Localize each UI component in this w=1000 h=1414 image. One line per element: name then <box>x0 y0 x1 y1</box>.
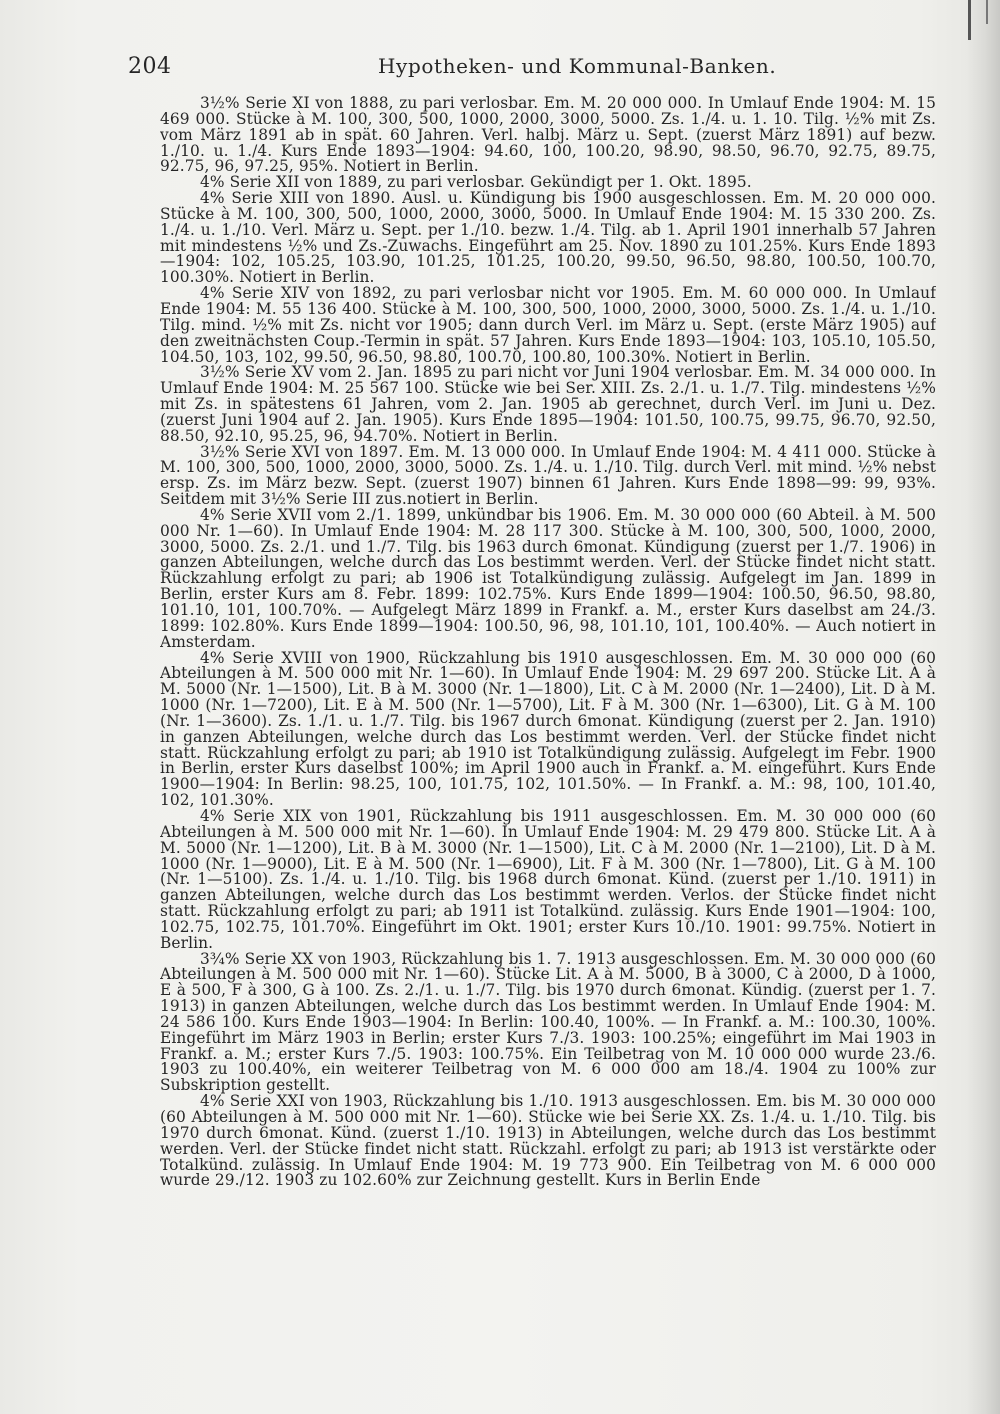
paragraph-serie-xvii: 4% Serie XVII vom 2./1. 1899, unkündbar bis 1906. Em. M. 30 000 000 (60 Abteil. à M. 500 000 Nr. 1—60). In Umlauf Ende 1904: M. 28 117 300. Stücke à M. 100, 300, 500, 1000, 2000, 3000, 5000. Zs. 2./1. und 1./7. Tilg. bis 1963 durch 6monat. Kündigung (zuerst per 1./7. 1906) in ganzen Abteilungen, welche durch das Los bestimmt werden. Verl. der Stücke findet nicht statt. Rückzahlung erfolgt zu pari; ab 1906 ist Totalkündigung zulässig. Aufgelegt im Jan. 1899 in Berlin, erster Kurs am 8. Febr. 1899: 102.75%. Kurs Ende 1899—1904: 100.50, 96.50, 98.80, 101.10, 101, 100.70%. — Aufgelegt März 1899 in Frankf. a. M., erster Kurs daselbst am 24./3. 1899: 102.80%. Kurs Ende 1899—1904: 100.50, 96, 98, 101.10, 101, 100.40%. — Auch notiert in Amsterdam. <box>160 505 936 651</box>
running-title: Hypotheken- und Kommunal-Banken. <box>378 54 777 78</box>
paragraph-serie-xiii: 4% Serie XIII von 1890. Ausl. u. Kündigung bis 1900 ausgeschlossen. Em. M. 20 000 000. Stücke à M. 100, 300, 500, 1000, 2000, 3000, 5000. In Umlauf Ende 1904: M. 15 330 200. Zs. 1./4. u. 1./10. Verl. März u. Sept. per 1./10. bezw. 1./4. Tilg. ab 1. April 1901 innerhalb 57 Jahren mit mindestens ½% und Zs.-Zuwachs. Eingeführt am 25. Nov. 1890 zu 101.25%. Kurs Ende 1893—1904: 102, 105.25, 103.90, 101.25, 101.25, 100.20, 99.50, 96.50, 98.80, 100.50, 100.70, 100.30%. Notiert in Berlin. <box>160 189 936 287</box>
paragraph-serie-xviii: 4% Serie XVIII von 1900, Rückzahlung bis 1910 ausgeschlossen. Em. M. 30 000 000 (60 Abteilungen à M. 500 000 mit Nr. 1—60). In Umlauf Ende 1904: M. 29 697 200. Stücke Lit. A à M. 5000 (Nr. 1—1500), Lit. B à M. 3000 (Nr. 1—1800), Lit. C à M. 2000 (Nr. 1—2400), Lit. D à M. 1000 (Nr. 1—7200), Lit. E à M. 500 (Nr. 1—5700), Lit. F à M. 300 (Nr. 1—6300), Lit. G à M. 100 (Nr. 1—3600). Zs. 1./1. u. 1./7. Tilg. bis 1967 durch 6monat. Kündigung (zuerst per 2. Jan. 1910) in ganzen Abteilungen, welche durch das Los bestimmt werden. Verl. der Stücke findet nicht statt. Rückzahlung erfolgt zu pari; ab 1910 ist Totalkündigung zulässig. Aufgelegt im Febr. 1900 in Berlin, erster Kurs daselbst 100%; im April 1900 auch in Frankf. a. M. eingeführt. Kurs Ende 1900—1904: In Berlin: 98.25, 100, 101.75, 102, 101.50%. — In Frankf. a. M.: 98, 100, 101.40, 102, 101.30%. <box>160 648 936 810</box>
binding-mark-secondary <box>986 0 988 24</box>
paragraph-serie-xvi: 3½% Serie XVI von 1897. Em. M. 13 000 000. In Umlauf Ende 1904: M. 4 411 000. Stücke à M. 100, 300, 500, 1000, 2000, 3000, 5000. Zs. 1./4. u. 1./10. Tilg. durch Verl. mit mind. ½% nebst ersp. Zs. im März bezw. Sept. (zuerst 1907) binnen 61 Jahren. Kurs Ende 1898—99: 99, 93%. Seitdem mit 3½% Serie III zus.notiert in Berlin. <box>160 442 936 509</box>
paragraph-serie-xxi: 4% Serie XXI von 1903, Rückzahlung bis 1./10. 1913 ausgeschlossen. Em. bis M. 30 000 000 (60 Abteilungen à M. 500 000 mit Nr. 1—60). Stücke wie bei Serie XX. Zs. 1./4. u. 1./10. Tilg. bis 1970 durch 6monat. Künd. (zuerst 1./10. 1913) in Abteilungen, welche durch das Los bestimmt werden. Verl. der Stücke findet nicht statt. Rückzahl. erfolgt zu pari; ab 1913 ist verstärkte oder Totalkünd. zulässig. In Umlauf Ende 1904: M. 19 773 900. Ein Teilbetrag von M. 6 000 000 wurde 29./12. 1903 zu 102.60% zur Zeichnung gestellt. Kurs in Berlin Ende <box>160 1092 936 1190</box>
paragraph-serie-xi: 3½% Serie XI von 1888, zu pari verlosbar. Em. M. 20 000 000. In Umlauf Ende 1904: M. 15 469 000. Stücke à M. 100, 300, 500, 1000, 2000, 3000, 5000. Zs. 1./4. u. 1. 10. Tilg. ½% mit Zs. vom März 1891 ab in spät. 60 Jahren. Verl. halbj. März u. Sept. (zuerst März 1891) auf bezw. 1./10. u. 1./4. Kurs Ende 1893—1904: 94.60, 100, 100.20, 98.90, 98.50, 96.70, 92.75, 89.75, 92.75, 96, 97.25, 95%. Notiert in Berlin. <box>160 96 936 176</box>
paragraph-serie-xiv: 4% Serie XIV von 1892, zu pari verlosbar nicht vor 1905. Em. M. 60 000 000. In Umlauf Ende 1904: M. 55 136 400. Stücke à M. 100, 300, 500, 1000, 2000, 3000, 5000. Zs. 1./4. u. 1./10. Tilg. mind. ½% mit Zs. nicht vor 1905; dann durch Verl. im März u. Sept. (erste März 1905) auf den zweitnächsten Coup.-Termin in spät. 57 Jahren. Kurs Ende 1893—1904: 103, 105.10, 105.50, 104.50, 103, 102, 99.50, 96.50, 98.80, 100.70, 100.80, 100.30%. Notiert in Berlin. <box>160 284 936 366</box>
binding-mark <box>968 0 971 40</box>
paragraph-serie-xix: 4% Serie XIX von 1901, Rückzahlung bis 1911 ausgeschlossen. Em. M. 30 000 000 (60 Abteilungen à M. 500 000 mit Nr. 1—60). In Umlauf Ende 1904: M. 29 479 800. Stücke Lit. A à M. 5000 (Nr. 1—1200), Lit. B à M. 3000 (Nr. 1—1500), Lit. C à M. 2000 (Nr. 1—2100), Lit. D à M. 1000 (Nr. 1—9000), Lit. E à M. 500 (Nr. 1—6900), Lit. F à M. 300 (Nr. 1—7800), Lit. G à M. 100 (Nr. 1—5100). Zs. 1./4. u. 1./10. Tilg. bis 1968 durch 6monat. Künd. (zuerst per 1./10. 1911) in ganzen Abteilungen, welche durch das Los bestimmt werden. Verlos. der Stücke findet nicht statt. Rückzahlung erfolgt zu pari; ab 1911 ist Totalkünd. zulässig. Kurs Ende 1901—1904: 100, 102.75, 102.75, 101.70%. Eingeführt im Okt. 1901; erster Kurs 10./10. 1901: 99.75%. Notiert in Berlin. <box>160 806 936 952</box>
page-number: 204 <box>128 54 172 79</box>
body-text <box>160 96 936 1396</box>
paragraph-serie-xii: 4% Serie XII von 1889, zu pari verlosbar. Gekündigt per 1. Okt. 1895. <box>200 173 752 192</box>
paragraph-serie-xx: 3¾% Serie XX von 1903, Rückzahlung bis 1. 7. 1913 ausgeschlossen. Em. M. 30 000 000 (60 Abteilungen à M. 500 000 mit Nr. 1—60). Stücke Lit. A à M. 5000, B à 3000, C à 2000, D à 1000, E à 500, F à 300, G à 100. Zs. 2./1. u. 1./7. Tilg. bis 1970 durch 6monat. Kündig. (zuerst per 1. 7. 1913) in ganzen Abteilungen, welche durch das Los bestimmt werden. In Umlauf Ende 1904: M. 24 586 100. Kurs Ende 1903—1904: In Berlin: 100.40, 100%. — In Frankf. a. M.: 100.30, 100%. Eingeführt im März 1903 in Berlin; erster Kurs 7./3. 1903: 100.25%; eingeführt im Mai 1903 in Frankf. a. M.; erster Kurs 7./5. 1903: 100.75%. Ein Teilbetrag von M. 10 000 000 wurde 23./6. 1903 zu 100.40%, ein weiterer Teilbetrag von M. 6 000 000 am 18./4. 1904 zu 100% zur Subskription gestellt. <box>160 949 936 1095</box>
paragraph-serie-xv: 3½% Serie XV vom 2. Jan. 1895 zu pari nicht vor Juni 1904 verlosbar. Em. M. 34 000 000. In Umlauf Ende 1904: M. 25 567 100. Stücke wie bei Ser. XIII. Zs. 2./1. u. 1./7. Tilg. mindestens ½% mit Zs. in spätestens 61 Jahren, vom 2. Jan. 1905 ab gerechnet, durch Verl. im Juni u. Dez. (zuerst Juni 1904 auf 2. Jan. 1905). Kurs Ende 1895—1904: 101.50, 100.75, 99.75, 96.70, 92.50, 88.50, 92.10, 95.25, 96, 94.70%. Notiert in Berlin. <box>160 363 936 445</box>
page-header <box>128 48 938 84</box>
page-edge-shadow <box>966 0 1000 1414</box>
